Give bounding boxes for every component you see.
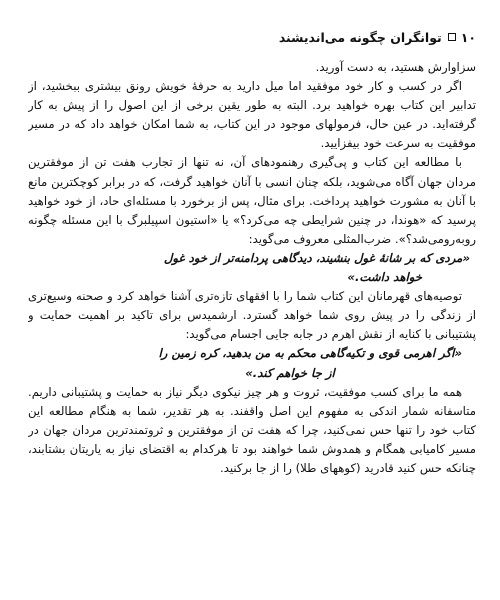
archimedes-quote-line-2: از جا خواهم کند.»: [245, 365, 335, 380]
page-number: ۱۰: [460, 29, 476, 45]
proverb-quote-line-2: خواهد داشت.»: [347, 270, 422, 285]
book-page: [28, 28, 476, 588]
running-title: توانگران چگونه می‌اندیشند: [278, 29, 442, 45]
paragraph-1: سزاوارش هستید، به دست آورید.: [315, 60, 476, 74]
archimedes-quote-line-1: «اگر اهرمی قوی و تکیه‌گاهی محکم به من بدهید، کره زمین را: [158, 346, 462, 361]
page-header: [28, 28, 476, 46]
header-square-separator: [448, 33, 456, 41]
paragraph-5: همه ما برای کسب موفقیت، ثروت و هر چیز نیکوی دیگر نیاز به حمایت و پشتیبانی داریم. متاسفانه شمار اندکی به مفهوم این اصل واقفند. به هر تقدیر، شما به هنگام مطالعه این کتاب خود را تنها حس نمی‌کنید، چرا که هفت تن از موفقترین و ثروتمندترین مردان جهان در مسیر کامیابی همگام و همدوش شما خواهند بود تا هرکدام به اقتضای نیاز به یاریتان بشتابند، چنانکه حس کنید قادرید (کوههای طلا) را از جا برکنید.: [28, 384, 476, 475]
paragraph-2: اگر در کسب و کار خود موفقید اما میل دارید به حرفهٔ خویش رونق بیشتری ببخشید، از تدابیر این کتاب بهره خواهید برد. البته به طور یقین برخی از این اصول را از پیش به کار گرفته‌اید. در عین حال، فرمولهای موجود در این کتاب، به شما امکان خواهد داد که در مسیر موفقیت به سرعت خود بیفزایید.: [28, 79, 476, 151]
archimedes-quote: [28, 344, 476, 382]
paragraph-4: توصیه‌های قهرمانان این کتاب شما را با افقهای تازه‌تری آشنا خواهد کرد و صحنه وسیع‌تری از زندگی را در پیش روی شما خواهد گسترد. ارشمیدس برای تاکید بر اهمیت حمایت و پشتیبانی با کنایه از نقش اهرم در جابه جایی اجسام می‌گوید:: [28, 289, 476, 342]
proverb-quote: [28, 249, 476, 287]
proverb-quote-line-1: «مردی که بر شانهٔ غول بنشیند، دیدگاهی پردامنه‌تر از خود غول: [163, 250, 470, 265]
page-body: [28, 58, 476, 478]
paragraph-3: با مطالعه این کتاب و پی‌گیری رهنمودهای آن، نه تنها از تجارب هفت تن از موفقترین مردان جهان آگاه می‌شوید، بلکه چنان انسی با آنان خواهید گرفت، که در برابر کوچکترین مانع با آنان به مشورت خواهید پرداخت. برای مثال، پس از برخورد با مسئله‌ای حاد، از خود خواهید پرسید که «هوندا، در چنین شرایطی چه می‌کرد؟» یا «استیون اسپیلبرگ با این مسئله چگونه روبه‌رومی‌شد؟». ضرب‌المثلی معروف می‌گوید:: [28, 155, 476, 246]
